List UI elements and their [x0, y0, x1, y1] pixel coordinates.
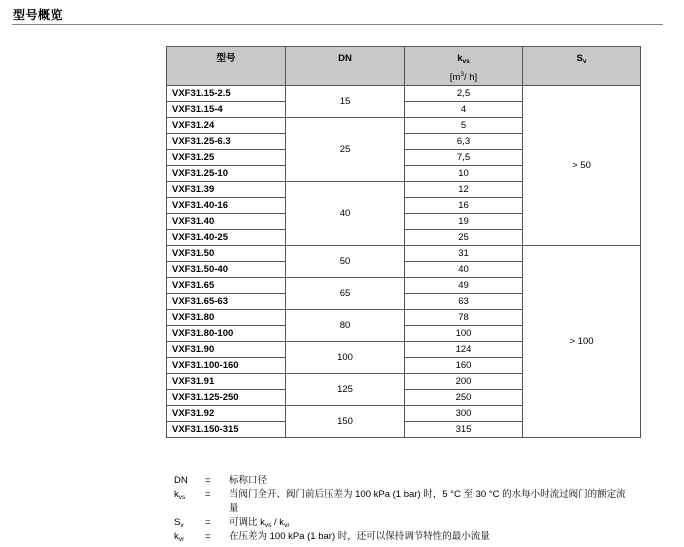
- kvs-cell: 25: [405, 230, 523, 246]
- header-kvs-symbol: k: [457, 53, 463, 64]
- legend-description: 当阀门全开、阀门前后压差为 100 kPa (1 bar) 时，5 °C 至 30 °C 的水每小时流过阀门的额定流: [229, 489, 626, 500]
- legend-symbol-main: k: [174, 489, 179, 500]
- model-cell: VXF31.80-100: [167, 326, 286, 342]
- model-cell: VXF31.39: [167, 182, 286, 198]
- unit-pre: [m: [449, 72, 461, 84]
- model-cell: VXF31.40: [167, 214, 286, 230]
- page-title: 型号概览: [13, 8, 64, 22]
- kvs-cell: 124: [405, 342, 523, 358]
- header-sv: [523, 47, 641, 86]
- model-cell: VXF31.15-2.5: [167, 86, 286, 102]
- model-cell: VXF31.50: [167, 246, 286, 262]
- header-sv-sub: v: [582, 58, 587, 65]
- title-divider: [12, 24, 663, 25]
- model-cell: VXF31.40-16: [167, 198, 286, 214]
- model-cell: VXF31.15-4: [167, 102, 286, 118]
- model-cell: VXF31.25-10: [167, 166, 286, 182]
- legend-desc-pre: 可调比 k: [229, 517, 265, 528]
- kvs-cell: 4: [405, 102, 523, 118]
- dn-cell: 65: [286, 278, 405, 310]
- header-dn: DN: [286, 47, 405, 86]
- legend-equals: =: [205, 517, 211, 528]
- kvs-cell: 16: [405, 198, 523, 214]
- legend-equals: =: [205, 489, 211, 500]
- kvs-cell: 300: [405, 406, 523, 422]
- model-cell: VXF31.25: [167, 150, 286, 166]
- dn-cell: 125: [286, 374, 405, 406]
- model-cell: VXF31.91: [167, 374, 286, 390]
- header-kvs: [405, 47, 523, 86]
- kvs-cell: 40: [405, 262, 523, 278]
- legend-description-cont: 量: [229, 503, 239, 514]
- legend-desc-mid: / k: [271, 517, 285, 528]
- legend-symbol-sub: v: [180, 522, 184, 529]
- kvs-cell: 100: [405, 326, 523, 342]
- legend-equals: =: [205, 475, 211, 486]
- dn-cell: 150: [286, 406, 405, 438]
- model-cell: VXF31.80: [167, 310, 286, 326]
- header-sv-symbol: S: [576, 53, 583, 64]
- kvs-cell: 19: [405, 214, 523, 230]
- model-cell: VXF31.150-315: [167, 422, 286, 438]
- legend-symbol-main: k: [174, 531, 179, 542]
- legend-symbol: [174, 530, 184, 547]
- legend-symbol: DN: [174, 475, 188, 486]
- legend-symbol-sub: vr: [178, 536, 185, 543]
- kvs-cell: 5: [405, 118, 523, 134]
- header-kvs-unit: [405, 67, 522, 85]
- legend-description: 在压差为 100 kPa (1 bar) 时，还可以保持调节特性的最小流量: [229, 531, 490, 542]
- legend-symbol-sub: vs: [178, 494, 186, 501]
- table-row: [167, 246, 641, 262]
- model-cell: VXF31.40-25: [167, 230, 286, 246]
- header-model: 型号: [167, 47, 286, 86]
- legend-symbol: [174, 488, 185, 505]
- kvs-cell: 200: [405, 374, 523, 390]
- sv-cell: > 100: [523, 246, 641, 438]
- legend-symbol-main: S: [174, 517, 181, 528]
- kvs-cell: 78: [405, 310, 523, 326]
- kvs-cell: 12: [405, 182, 523, 198]
- sv-cell: > 50: [523, 86, 641, 246]
- kvs-cell: 315: [405, 422, 523, 438]
- legend-desc-sub2: vr: [284, 522, 290, 529]
- model-cell: VXF31.25-6.3: [167, 134, 286, 150]
- table-row: [167, 86, 641, 102]
- model-cell: VXF31.50-40: [167, 262, 286, 278]
- table-body: [167, 86, 641, 438]
- kvs-cell: 49: [405, 278, 523, 294]
- unit-post: / h]: [463, 72, 478, 84]
- legend-desc-sub1: vs: [264, 522, 272, 529]
- legend-description: 标称口径: [229, 475, 268, 486]
- dn-cell: 15: [286, 86, 405, 118]
- model-cell: VXF31.125-250: [167, 390, 286, 406]
- model-cell: VXF31.65: [167, 278, 286, 294]
- kvs-cell: 10: [405, 166, 523, 182]
- kvs-cell: 31: [405, 246, 523, 262]
- kvs-cell: 63: [405, 294, 523, 310]
- table-header-row: [167, 47, 641, 86]
- model-cell: VXF31.24: [167, 118, 286, 134]
- model-overview-table: [166, 46, 641, 438]
- dn-cell: 40: [286, 182, 405, 246]
- kvs-cell: 6,3: [405, 134, 523, 150]
- model-cell: VXF31.92: [167, 406, 286, 422]
- dn-cell: 50: [286, 246, 405, 278]
- kvs-cell: 250: [405, 390, 523, 406]
- model-cell: VXF31.90: [167, 342, 286, 358]
- dn-cell: 100: [286, 342, 405, 374]
- legend-equals: =: [205, 531, 211, 542]
- dn-cell: 25: [286, 118, 405, 182]
- model-cell: VXF31.100-160: [167, 358, 286, 374]
- header-kvs-sub: vs: [462, 58, 470, 65]
- kvs-cell: 2,5: [405, 86, 523, 102]
- model-cell: VXF31.65-63: [167, 294, 286, 310]
- kvs-cell: 160: [405, 358, 523, 374]
- unit-sup: 3: [460, 71, 464, 78]
- kvs-cell: 7,5: [405, 150, 523, 166]
- dn-cell: 80: [286, 310, 405, 342]
